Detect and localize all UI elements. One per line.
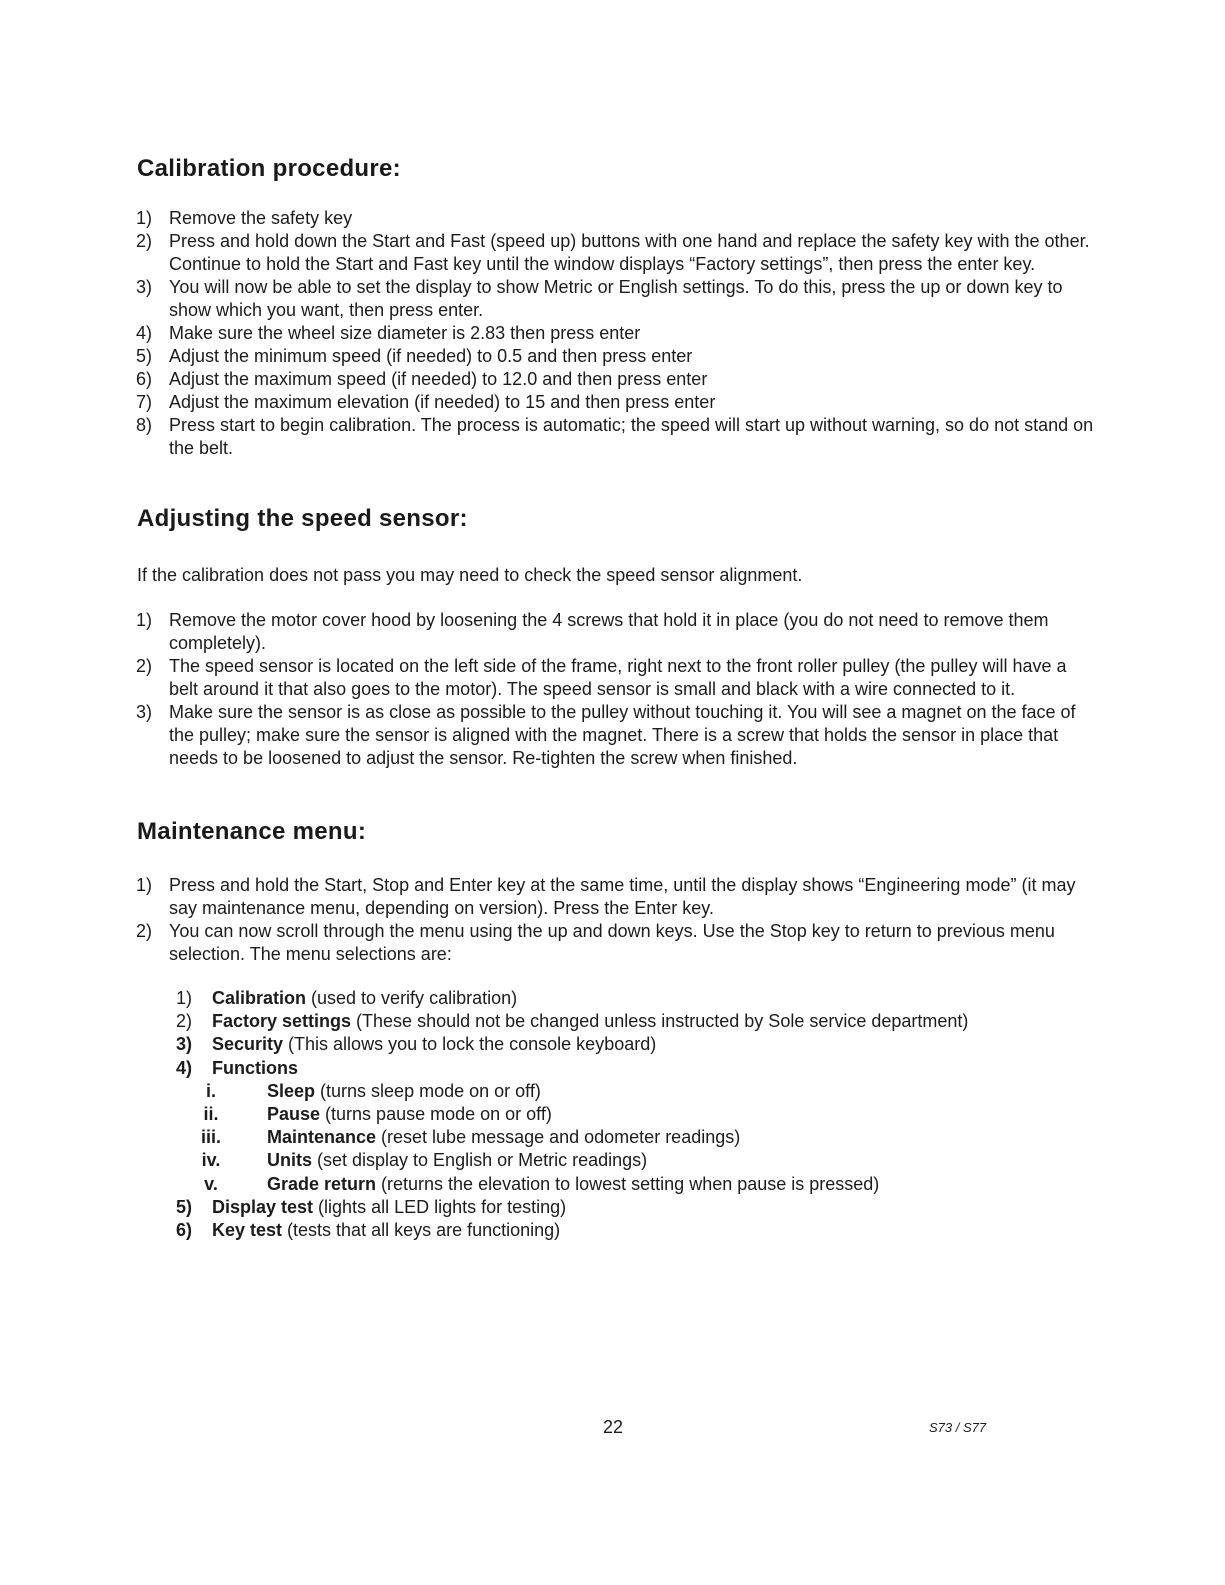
speed-sensor-intro: If the calibration does not pass you may need to check the speed sensor alignment. [137,565,803,585]
list-item [0,655,1225,701]
item-desc: (These should not be changed unless instructed by Sole service department) [351,1011,969,1032]
list-item [0,391,1225,414]
item-text: Adjust the maximum speed (if needed) to 12.0 and then press enter [169,369,708,389]
item-number: 5) [136,346,153,366]
item-number: ii. [203,1104,219,1125]
menu-item-factory-settings [0,1010,1225,1033]
item-text: You will now be able to set the display to show Metric or English settings. To do this, press the up or down key to show which you want, then press enter. [169,277,1063,320]
speed-sensor-heading: Adjusting the speed sensor: [137,505,468,532]
item-desc: (tests that all keys are functioning) [282,1220,561,1241]
item-text: Adjust the maximum elevation (if needed) to 15 and then press enter [169,392,716,412]
item-name: Sleep [267,1080,316,1101]
model-label: S73 / S77 [929,1420,987,1435]
function-item-units [0,1149,1225,1172]
item-number: 6) [176,1220,193,1241]
item-text: Press and hold the Start, Stop and Enter key at the same time, until the display shows “Engineering mode” (it may say maintenance menu, depending on version). Press the Enter key. [169,875,1076,918]
item-desc: (turns sleep mode on or off) [315,1080,541,1101]
item-text: Adjust the minimum speed (if needed) to 0.5 and then press enter [169,346,693,366]
list-item [0,322,1225,345]
item-text: Press and hold down the Start and Fast (speed up) buttons with one hand and replace the safety key with the other. Continue to hold the Start and Fast key until the window displays “Factory settings”, then press the enter key. [169,231,1090,274]
item-number: 5) [176,1196,193,1217]
list-item [0,230,1225,276]
item-name: Units [267,1150,312,1171]
item-text: Remove the safety key [169,208,353,228]
item-number: 3) [176,1034,193,1055]
item-name: Maintenance [267,1127,377,1148]
item-number: i. [205,1080,216,1101]
item-name: Key test [212,1220,283,1241]
item-number: 3) [136,702,153,722]
page-number: 22 [603,1417,624,1437]
item-desc: (set display to English or Metric readings) [312,1150,648,1171]
item-number: 2) [136,231,153,251]
function-item-grade-return [0,1173,1225,1196]
item-desc: (lights all LED lights for testing) [313,1196,567,1217]
menu-item-key-test [0,1219,1225,1242]
item-desc: (returns the elevation to lowest setting when pause is pressed) [376,1173,880,1194]
item-number: 1) [136,875,153,895]
function-item-maintenance [0,1126,1225,1149]
list-item [0,207,1225,230]
function-item-sleep [0,1080,1225,1103]
item-number: 1) [136,610,153,630]
item-name: Pause [267,1104,321,1125]
item-desc: (This allows you to lock the console keyboard) [283,1034,657,1055]
calibration-list [0,207,1225,460]
menu-item-functions [0,1057,1225,1080]
maintenance-heading: Maintenance menu: [137,818,367,845]
item-name: Calibration [212,988,307,1008]
speed-sensor-list [0,609,1225,770]
item-name: Factory settings [212,1011,352,1032]
item-number: iv. [201,1150,221,1171]
calibration-heading: Calibration procedure: [137,155,401,182]
item-number: 2) [136,656,153,676]
list-item [0,276,1225,322]
list-item [0,874,1225,920]
list-item [0,414,1225,460]
item-text: The speed sensor is located on the left side of the frame, right next to the front roller pulley (the pulley will have a belt around it that also goes to the motor). The speed sensor is small and black with a wire connected to it. [169,656,1067,699]
item-number: 2) [176,1011,193,1032]
item-number: 3) [136,277,153,297]
item-number: 2) [136,921,153,941]
function-item-pause [0,1103,1225,1126]
item-text: You can now scroll through the menu using the up and down keys. Use the Stop key to return to previous menu selection. The menu selections are: [169,921,1055,964]
maintenance-list [0,874,1225,966]
item-desc: (reset lube message and odometer readings) [376,1127,741,1148]
item-name: Display test [212,1196,314,1217]
list-item [0,609,1225,655]
menu-item-display-test [0,1196,1225,1219]
item-number: 7) [136,392,153,412]
menu-selections-list [0,987,1225,1242]
item-desc: (used to verify calibration) [306,988,518,1008]
list-item [0,701,1225,770]
item-text: Remove the motor cover hood by loosening the 4 screws that hold it in place (you do not need to remove them completely). [169,610,1049,653]
item-name: Functions [212,1057,298,1078]
item-name: Security [212,1034,284,1055]
item-number: 1) [136,208,153,228]
menu-item-calibration [0,987,1225,1010]
item-number: 4) [136,323,153,343]
item-text: Make sure the wheel size diameter is 2.83 then press enter [169,323,641,343]
item-number: 8) [136,415,153,435]
item-number: v. [204,1173,218,1194]
item-number: 6) [136,369,153,389]
list-item [0,345,1225,368]
menu-item-security [0,1033,1225,1056]
list-item [0,920,1225,966]
item-number: 4) [176,1057,193,1078]
item-name: Grade return [267,1173,377,1194]
item-number: 1) [176,988,193,1008]
list-item [0,368,1225,391]
item-text: Press start to begin calibration. The process is automatic; the speed will start up without warning, so do not stand on the belt. [169,415,1094,458]
item-text: Make sure the sensor is as close as possible to the pulley without touching it. You will see a magnet on the face of the pulley; make sure the sensor is aligned with the magnet. There is a screw that holds the sensor in place that needs to be loosened to adjust the sensor. Re-tighten the screw when finished. [169,702,1076,768]
item-number: iii. [200,1127,221,1148]
item-desc: (turns pause mode on or off) [320,1104,552,1125]
